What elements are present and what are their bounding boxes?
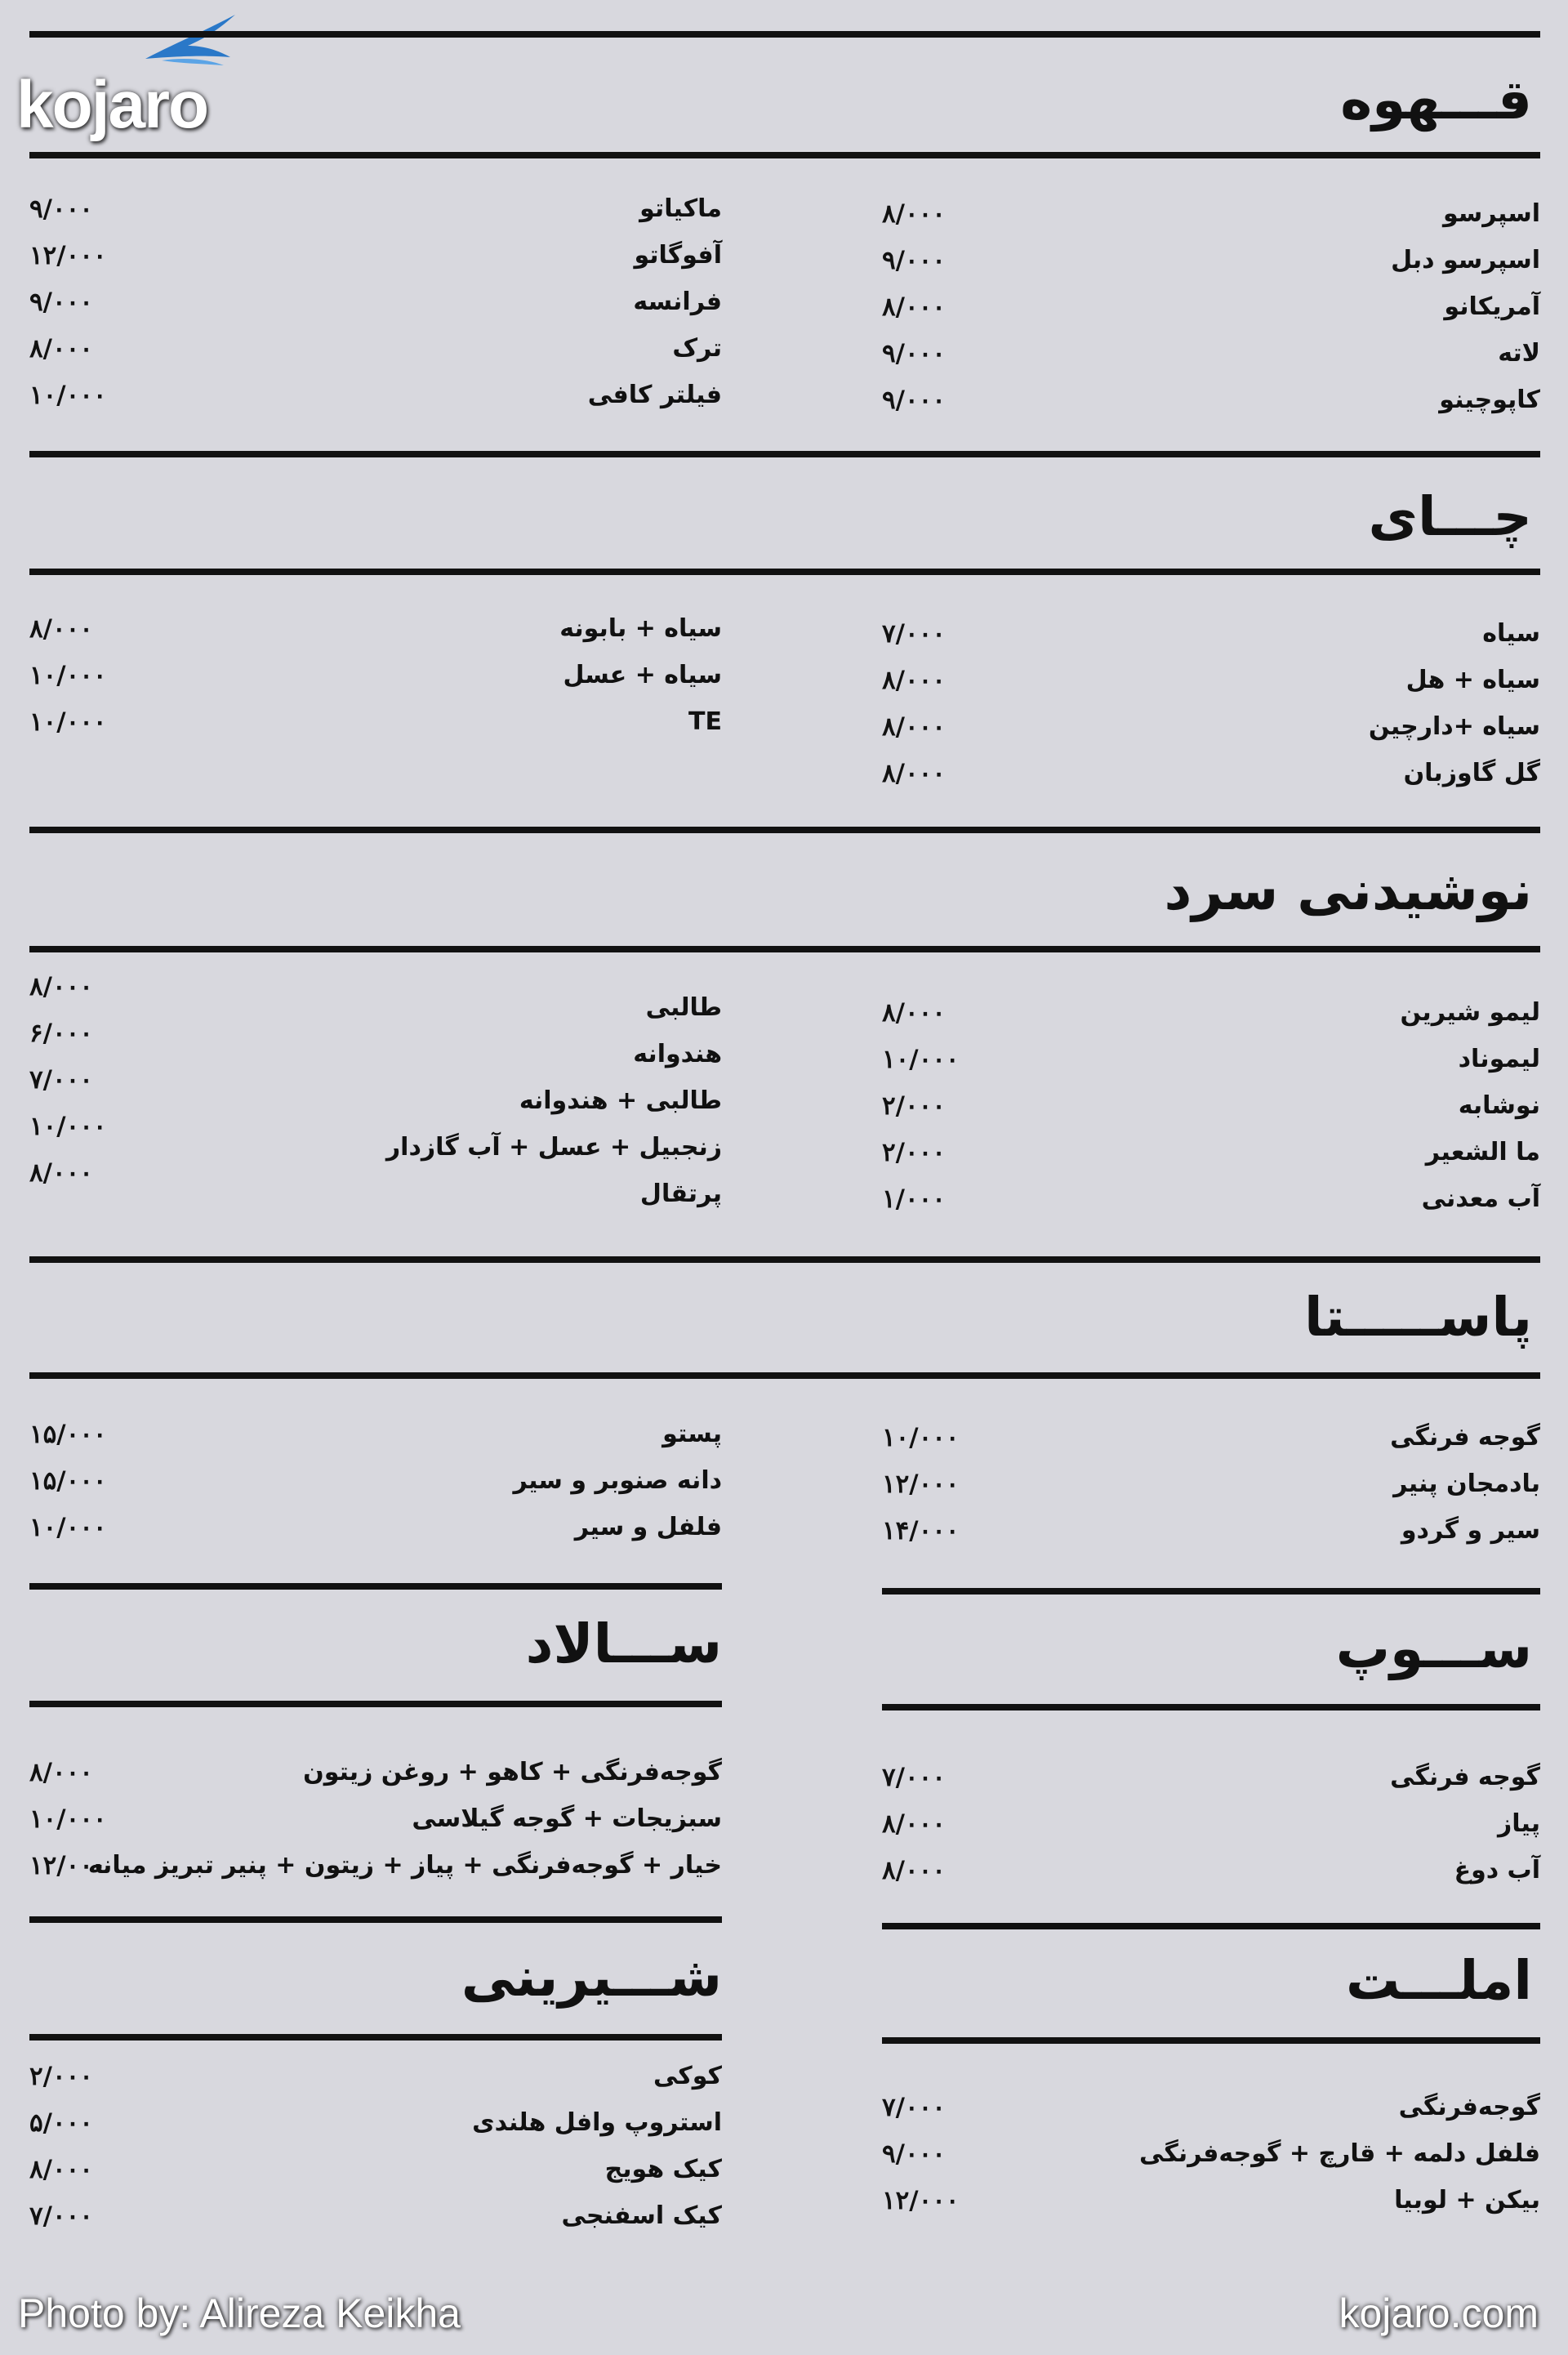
menu-item: پستو ۱۵/۰۰۰	[29, 1420, 722, 1449]
menu-item: فیلتر کافی ۱۰/۰۰۰	[29, 381, 722, 410]
section-title-tea: چـــای	[1368, 485, 1532, 548]
menu-item: اسپرسو دبل ۹/۰۰۰	[882, 246, 1540, 275]
divider	[29, 1583, 722, 1590]
divider	[882, 1923, 1540, 1929]
menu-item: فلفل و سیر ۱۰/۰۰۰	[29, 1513, 722, 1542]
menu-item: لیموناد ۱۰/۰۰۰	[882, 1045, 1540, 1074]
menu-item: آب دوغ ۸/۰۰۰	[882, 1856, 1540, 1885]
divider	[882, 2037, 1540, 2044]
cold-left-prices	[29, 970, 209, 1203]
section-title-soup: ســـوپ	[1335, 1617, 1532, 1680]
menu-item: گوجه فرنگی ۱۰/۰۰۰	[882, 1423, 1540, 1452]
menu-item: آفوگاتو ۱۲/۰۰۰	[29, 241, 722, 270]
menu-item: فرانسه ۹/۰۰۰	[29, 288, 722, 317]
menu-item-name: طالبی + هندوانه	[519, 1086, 722, 1115]
section-title-omelet: املـــت	[1346, 1949, 1532, 2012]
menu-item: سیاه +دارچین ۸/۰۰۰	[882, 712, 1540, 742]
site-link[interactable]: kojaro.com	[1339, 2290, 1539, 2336]
menu-item-price: ۷/۰۰۰	[29, 1065, 93, 1095]
section-title-salad: ســـالاد	[525, 1612, 722, 1675]
menu-item: گوجه فرنگی ۷/۰۰۰	[882, 1763, 1540, 1792]
menu-item: بادمجان پنیر ۱۲/۰۰۰	[882, 1470, 1540, 1499]
menu-item: فلفل دلمه + قارچ + گوجه‌فرنگی ۹/۰۰۰	[882, 2139, 1540, 2169]
section-title-dessert: شـــیرینی	[461, 1946, 722, 2009]
coffee-right-column	[866, 198, 1540, 430]
menu-item: ما الشعیر ۲/۰۰۰	[882, 1138, 1540, 1167]
menu-item-price: ۸/۰۰۰	[29, 1158, 93, 1188]
cold-right-column	[866, 997, 1540, 1229]
divider	[29, 569, 1540, 575]
menu-item-name: پرتقال	[639, 1180, 722, 1208]
divider	[29, 1372, 1540, 1379]
divider	[29, 827, 1540, 833]
menu-item: گوجه‌فرنگی ۷/۰۰۰	[882, 2093, 1540, 2122]
menu-item: سیاه + بابونه ۸/۰۰۰	[29, 614, 722, 644]
menu-item-price: ۱۰/۰۰۰	[29, 1112, 107, 1141]
divider	[29, 152, 1540, 158]
menu-item: آب معدنی ۱/۰۰۰	[882, 1184, 1540, 1214]
menu-item: نوشابه ۲/۰۰۰	[882, 1091, 1540, 1121]
menu-item-name: طالبی	[645, 993, 722, 1022]
menu-item: کیک اسفنجی ۷/۰۰۰	[29, 2201, 722, 2231]
pasta-left-column	[29, 1418, 722, 1558]
omelet-column	[866, 2091, 1540, 2231]
menu-item: کیک هویج ۸/۰۰۰	[29, 2155, 722, 2184]
menu-item: خیار + گوجه‌فرنگی + پیاز + زیتون + پنیر تبریز میانه ۱۲/۰۰۰	[29, 1851, 722, 1880]
pasta-right-column	[866, 1421, 1540, 1561]
menu-item: سبزیجات + گوجه گیلاسی ۱۰/۰۰۰	[29, 1804, 722, 1834]
photo-credit: Photo by: Alireza Keikha	[18, 2290, 461, 2336]
menu-item-price: ۸/۰۰۰	[29, 972, 93, 1001]
divider	[29, 451, 1540, 457]
menu-item: گل گاوزبان ۸/۰۰۰	[882, 759, 1540, 788]
menu-item-price: ۶/۰۰۰	[29, 1019, 93, 1048]
menu-item: آمریکانو ۸/۰۰۰	[882, 292, 1540, 322]
soup-column	[866, 1761, 1540, 1901]
cold-left-names	[245, 992, 722, 1224]
menu-item: بیکن + لوبیا ۱۲/۰۰۰	[882, 2186, 1540, 2215]
menu-item: دانه صنوبر و سیر ۱۵/۰۰۰	[29, 1466, 722, 1496]
divider	[29, 946, 1540, 952]
section-title-coffee: قـــهوه	[1340, 69, 1532, 132]
menu-item: گوجه‌فرنگی + کاهو + روغن زیتون ۸/۰۰۰	[29, 1758, 722, 1787]
menu-item: پیاز ۸/۰۰۰	[882, 1809, 1540, 1839]
menu-item: اسپرسو ۸/۰۰۰	[882, 199, 1540, 229]
menu-item: ماکیاتو ۹/۰۰۰	[29, 194, 722, 224]
menu-item: کاپوچینو ۹/۰۰۰	[882, 386, 1540, 415]
menu-item: لاته ۹/۰۰۰	[882, 339, 1540, 368]
menu-item: TE ۱۰/۰۰۰	[29, 707, 722, 737]
menu-item-name: زنجبیل + عسل + آب گازدار	[385, 1133, 722, 1162]
menu-item: سیاه + هل ۸/۰۰۰	[882, 666, 1540, 695]
salad-column	[29, 1756, 722, 1896]
divider	[882, 1588, 1540, 1595]
divider	[29, 2034, 722, 2041]
divider	[29, 1256, 1540, 1263]
menu-item: سیاه ۷/۰۰۰	[882, 619, 1540, 649]
section-title-cold-drinks: نوشیدنی سرد	[1164, 859, 1532, 922]
divider	[882, 1704, 1540, 1710]
logo-wordmark: kojaro	[16, 68, 208, 142]
menu-item: لیمو شیرین ۸/۰۰۰	[882, 998, 1540, 1028]
coffee-left-column	[29, 193, 722, 426]
tea-right-column	[866, 618, 1540, 804]
tea-left-column	[29, 613, 722, 752]
menu-item: استروپ وافل هلندی ۵/۰۰۰	[29, 2108, 722, 2138]
dessert-column	[29, 2060, 722, 2246]
divider	[29, 1701, 722, 1707]
menu-item: سیاه + عسل ۱۰/۰۰۰	[29, 661, 722, 690]
menu-item: کوکی ۲/۰۰۰	[29, 2062, 722, 2091]
menu-item-name: هندوانه	[633, 1040, 722, 1068]
divider	[29, 31, 1540, 38]
menu-item: سیر و گردو ۱۴/۰۰۰	[882, 1516, 1540, 1545]
divider	[29, 1916, 722, 1923]
section-title-pasta: پاســـــتا	[1304, 1286, 1532, 1349]
menu-item: ترک ۸/۰۰۰	[29, 334, 722, 364]
